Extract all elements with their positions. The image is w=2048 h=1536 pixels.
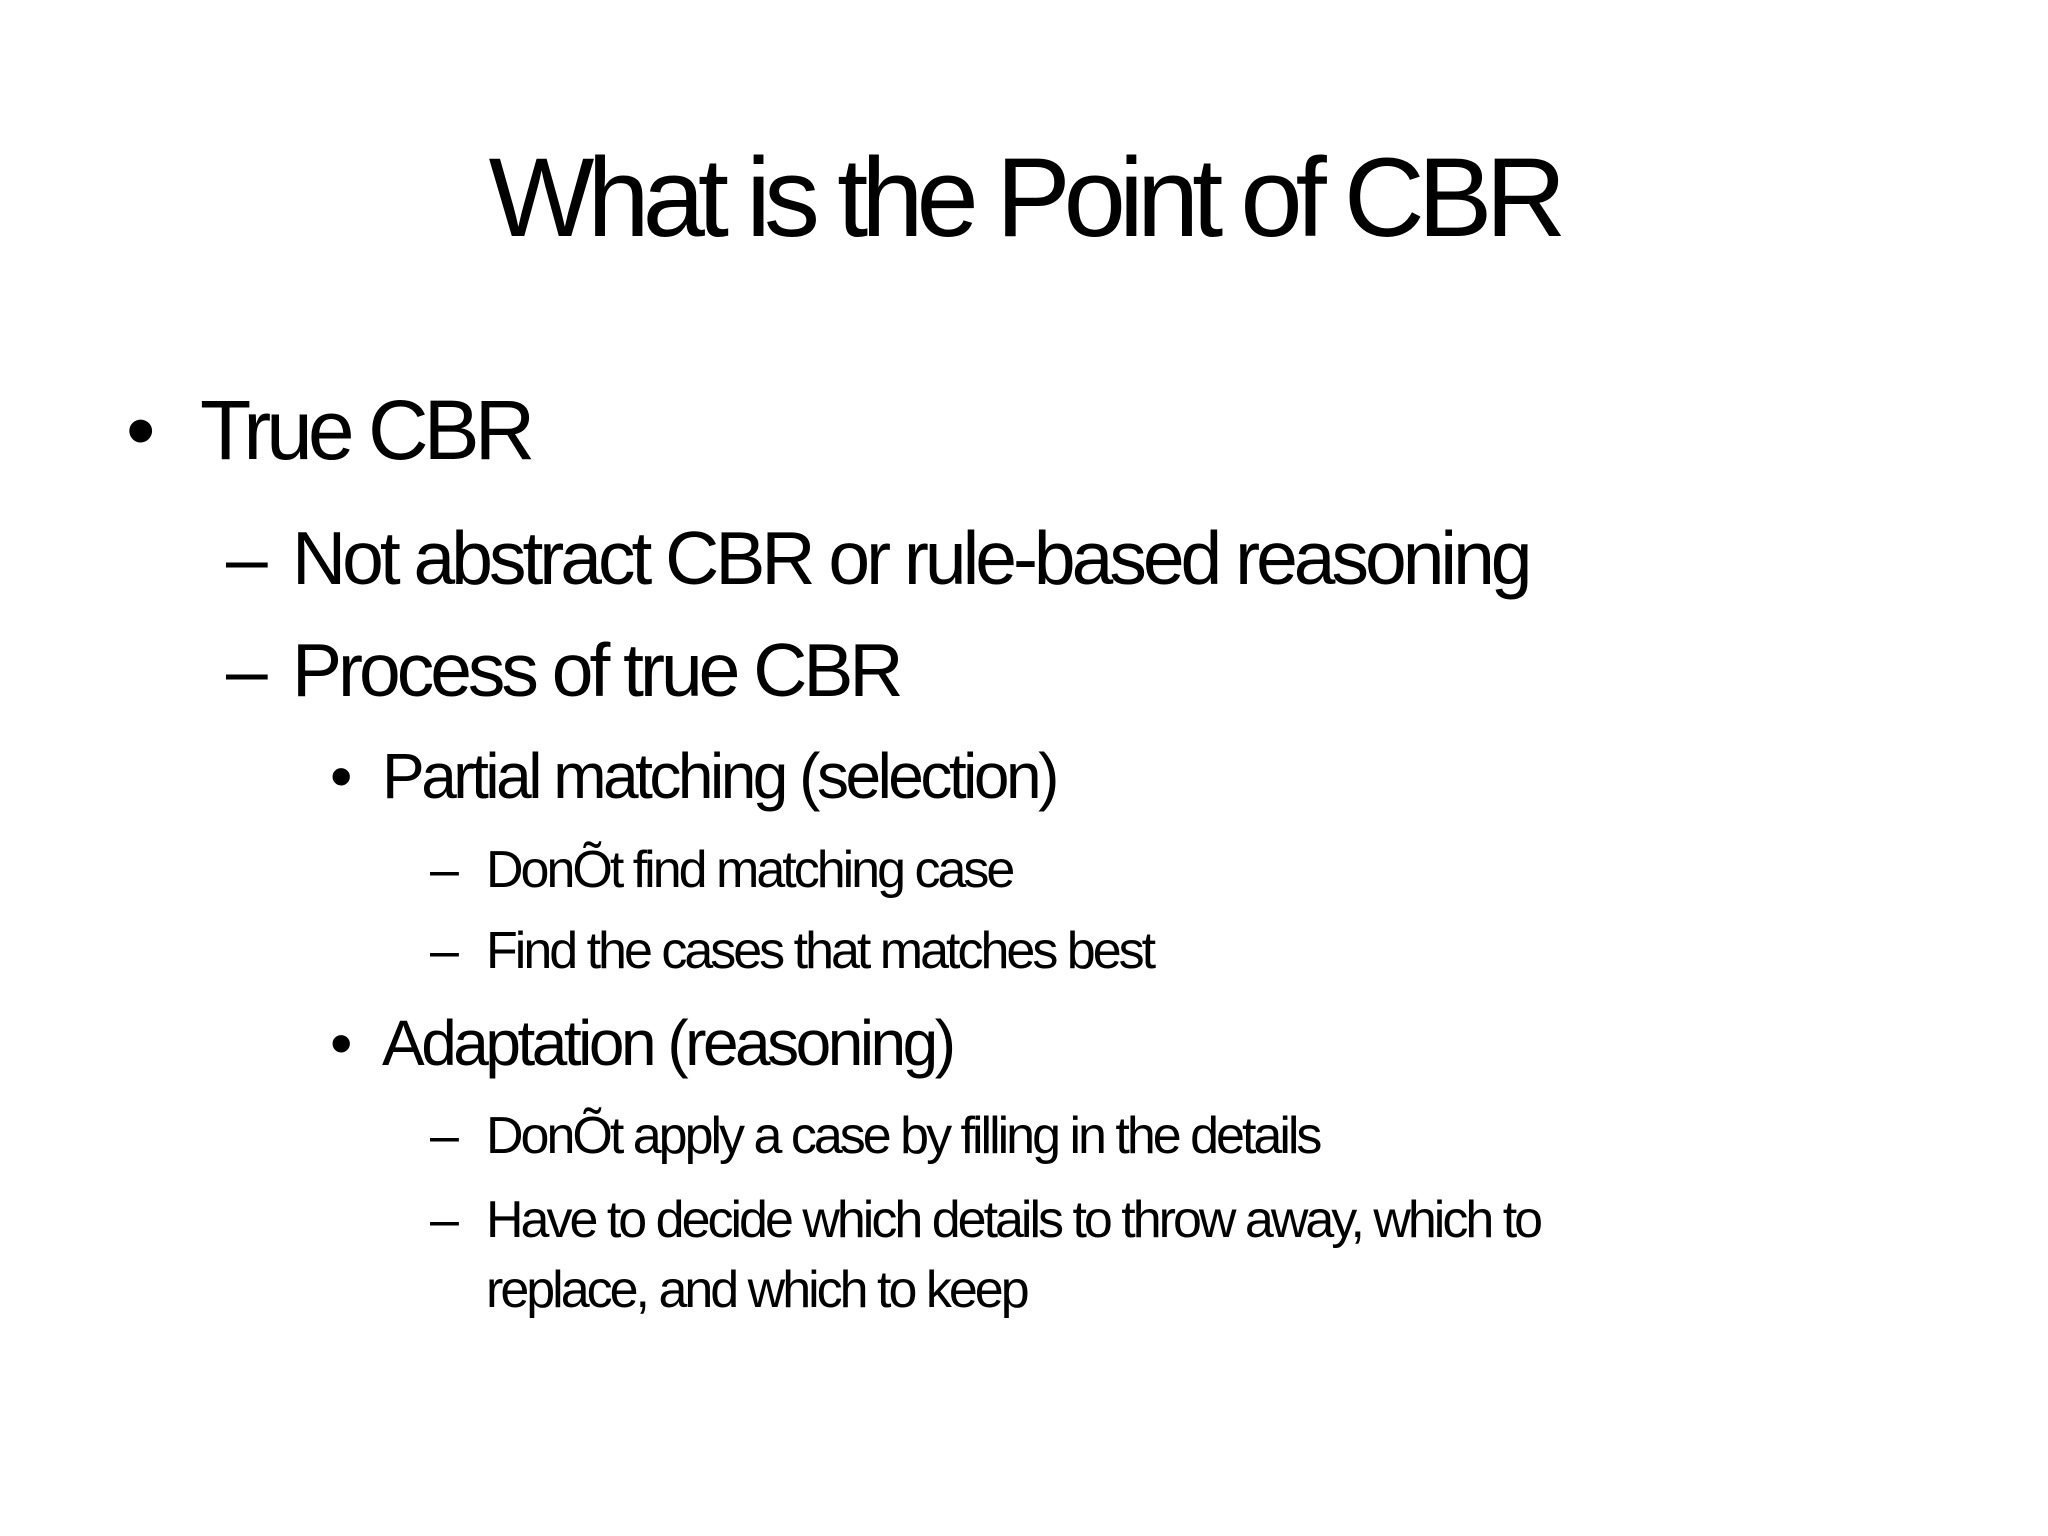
dash-marker: – (430, 1191, 456, 1249)
bullet-text: Partial matching (selection) (382, 740, 1056, 812)
bullet-text: replace, and which to keep (486, 1261, 1027, 1319)
bullet-text: DonÕt find matching case (486, 841, 1013, 899)
dash-marker: – (430, 841, 456, 899)
bullet-text: Adaptation (reasoning) (382, 1007, 953, 1079)
bullet-text: DonÕt apply a case by filling in the details (486, 1107, 1320, 1165)
dash-marker: – (226, 516, 264, 600)
bullet-marker: • (330, 740, 349, 812)
bullet-text: Have to decide which details to throw away, which to (486, 1191, 1541, 1249)
bullet-text: True CBR (200, 383, 531, 477)
bullet-marker: • (330, 1007, 349, 1079)
bullet-text: Not abstract CBR or rule-based reasoning (292, 516, 1529, 600)
bullet-text: Find the cases that matches best (486, 922, 1154, 980)
dash-marker: – (430, 922, 456, 980)
bullet-marker: • (126, 383, 151, 477)
dash-marker: – (430, 1107, 456, 1165)
bullet-text: Process of true CBR (292, 628, 900, 712)
slide-title: What is the Point of CBR (488, 135, 1560, 260)
dash-marker: – (226, 628, 264, 712)
